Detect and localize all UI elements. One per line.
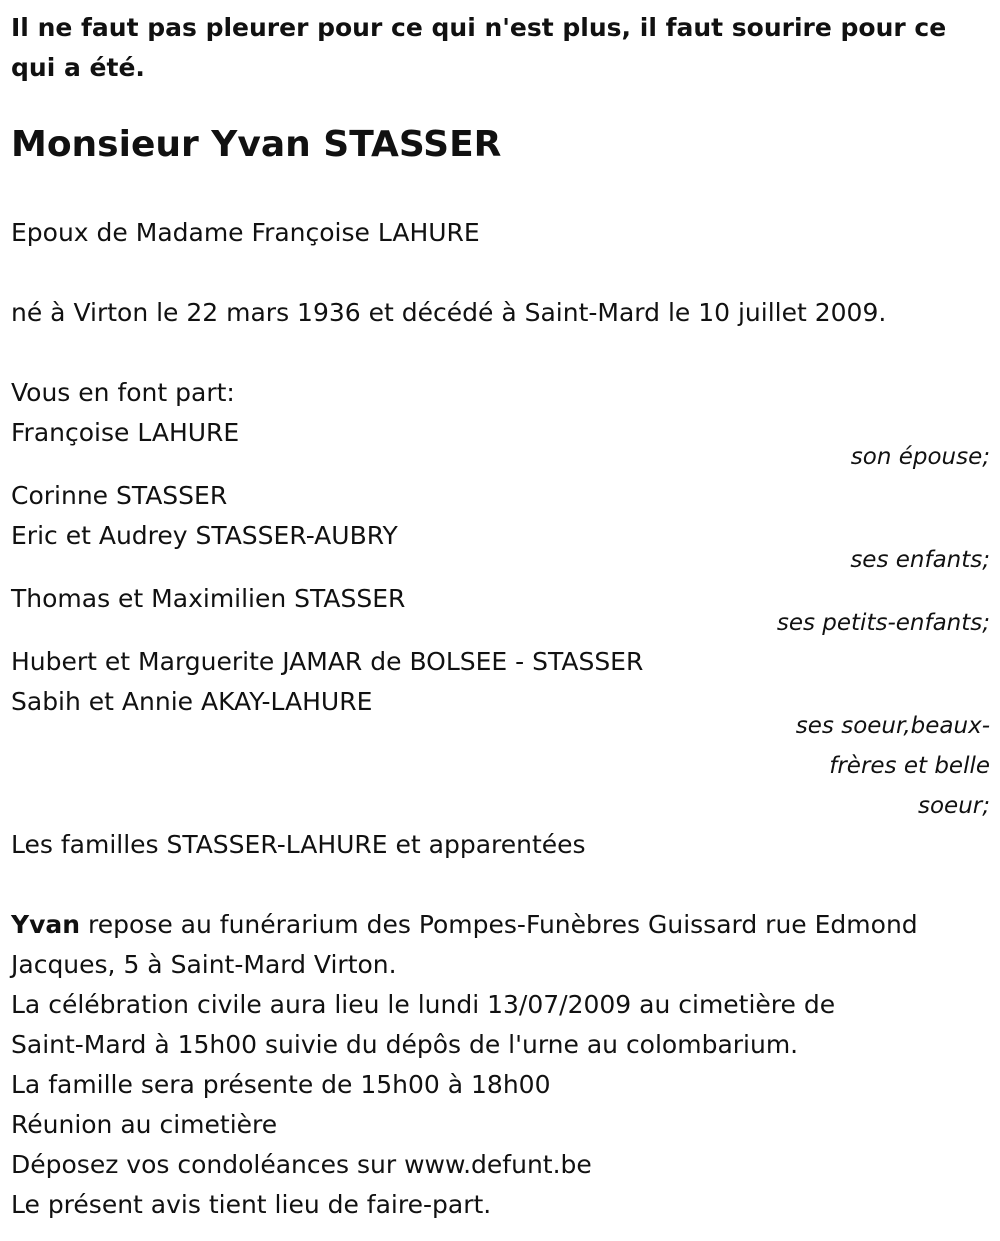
presence-line: La famille sera présente de 15h00 à 18h00 xyxy=(11,1070,551,1099)
spouse-line: Epoux de Madame Françoise LAHURE xyxy=(11,218,480,247)
memorial-quote: Il ne faut pas pleurer pour ce qui n'est plus, il faut sourire pour ce qui a été. xyxy=(11,13,947,82)
family-member: Eric et Audrey STASSER-AUBRY xyxy=(11,521,398,550)
ceremony-line: La célébration civile aura lieu le lundi 13/07/2009 au cimetière de xyxy=(11,990,836,1019)
ceremony-line-2: Saint-Mard à 15h00 suivie du dépôs de l'urne au colombarium. xyxy=(11,1030,799,1059)
family-member: Françoise LAHURE xyxy=(11,418,240,447)
families-line: Les familles STASSER-LAHURE et apparentées xyxy=(11,830,586,859)
notice-line: Le présent avis tient lieu de faire-part. xyxy=(11,1190,492,1219)
birth-death-line: né à Virton le 22 mars 1936 et décédé à Saint-Mard le 10 juillet 2009. xyxy=(11,298,887,327)
family-member: Corinne STASSER xyxy=(11,481,228,510)
deceased-name: Monsieur Yvan STASSER xyxy=(11,124,502,165)
relation-label-siblings xyxy=(770,706,990,826)
meeting-line: Réunion au cimetière xyxy=(11,1110,278,1139)
family-member: Sabih et Annie AKAY-LAHURE xyxy=(11,687,373,716)
repose-line xyxy=(11,905,918,945)
relation-label-line: frères et belle xyxy=(829,753,990,779)
repose-line-2: Jacques, 5 à Saint-Mard Virton. xyxy=(11,950,397,979)
repose-text: repose au funérarium des Pompes-Funèbres Guissard rue Edmond xyxy=(80,910,918,939)
relation-label-children: ses enfants; xyxy=(850,547,990,573)
relation-label-line: ses soeur,beaux- xyxy=(795,713,990,739)
relation-label-spouse: son épouse; xyxy=(850,444,990,470)
condolences-line: Déposez vos condoléances sur www.defunt.be xyxy=(11,1150,592,1179)
announcement-intro: Vous en font part: xyxy=(11,378,235,407)
first-name: Yvan xyxy=(11,910,81,939)
relation-label-grandchildren: ses petits-enfants; xyxy=(776,610,990,636)
family-member: Hubert et Marguerite JAMAR de BOLSEE - STASSER xyxy=(11,647,644,676)
family-member: Thomas et Maximilien STASSER xyxy=(11,584,406,613)
relation-label-line: soeur; xyxy=(918,793,990,819)
